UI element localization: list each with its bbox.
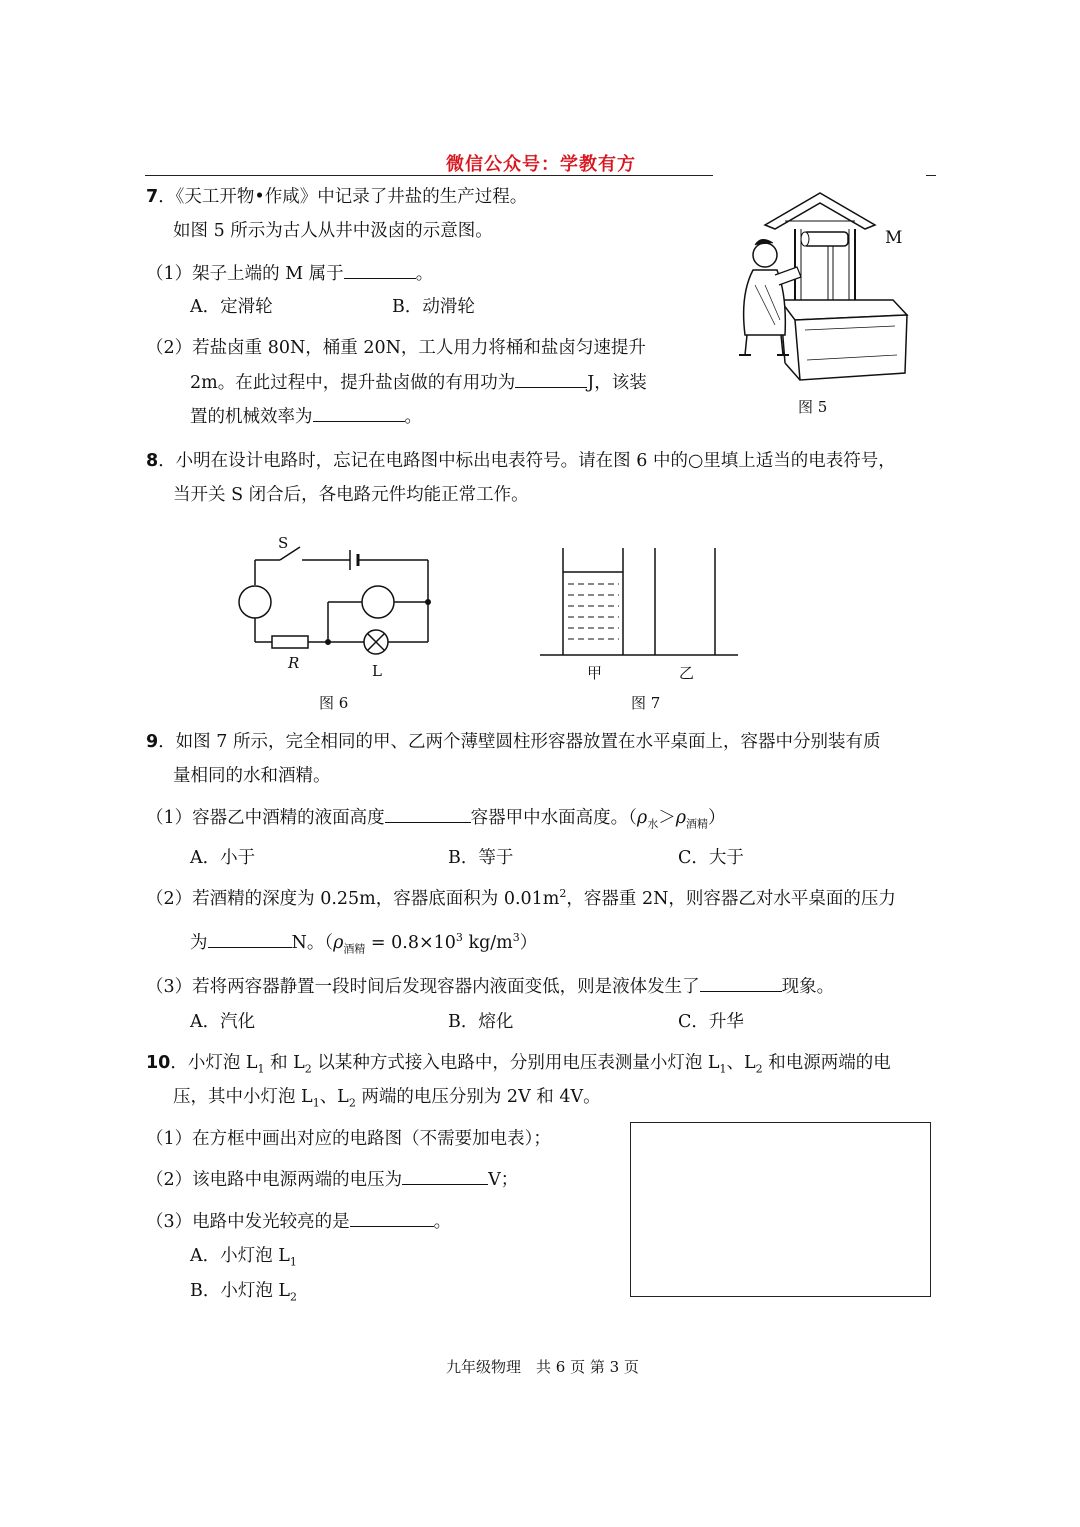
q10-p2-blank[interactable] [402,1169,488,1185]
q10-part3: （3）电路中发光较亮的是 。 [146,1212,452,1232]
figure-6-circuit [230,530,445,685]
q7-p1-blank[interactable] [344,263,416,279]
q9-option-a1: A．小于 [190,848,256,868]
header-title: 微信公众号：学教有方 [446,154,636,175]
q10-option-a: A．小灯泡 $L_1$ [190,1246,297,1269]
q9-option-b1: B．等于 [448,848,514,868]
switch-label: S [278,534,289,552]
well-box-front [795,315,907,380]
q9-line2: 量相同的水和酒精。 [173,766,331,786]
fig7-caption: 图 7 [631,694,661,712]
meter-circle-left [239,586,271,618]
resistor-r [272,636,308,648]
q10-option-b: B．小灯泡 $L_2$ [190,1281,298,1304]
well-roof [765,193,875,229]
pulley-m [803,232,848,246]
q10-drawing-box[interactable] [630,1122,931,1297]
q8-number: 8 [146,451,159,471]
q7-p2-blank2[interactable] [313,406,405,422]
q10-p3-blank[interactable] [350,1211,434,1227]
q9-option-c3: C．升华 [678,1012,744,1032]
q7-number: 7 [146,187,159,207]
header-rule-dash [926,175,936,176]
q7-line2: 如图 5 所示为古人从井中汲卤的示意图。 [173,221,493,241]
water-dashes [568,584,619,639]
q7-part2-line3: 置的机械效率为 。 [190,407,422,427]
q10-number: 10 [146,1053,171,1073]
q10-line2: 压，其中小灯泡 $L_1$、$L_2$ 两端的电压分别为 2V 和 4V。 [173,1087,601,1110]
resistor-label: R [288,654,300,672]
figure-5-well [725,185,915,385]
q9-line1: 9．如图 7 所示，完全相同的甲、乙两个薄壁圆柱形容器放置在水平桌面上，容器中分别装有质 [146,732,881,752]
q8-line1: 8．小明在设计电路时，忘记在电路图中标出电表符号。请在图 6 中的○里填上适当的电表符号， [146,451,896,471]
q9-part2-line2: 为 N。（$\rho_{酒精} = 0.8\times 10^3$ $kg/m^3$） [190,931,538,956]
container-b-label: 乙 [679,664,695,682]
q9-p3-blank[interactable] [700,976,782,992]
q7-part1: （1）架子上端的 M 属于 。 [146,264,434,284]
junction-right [425,599,431,605]
q9-option-b3: B．熔化 [448,1012,514,1032]
q10-part1: （1）在方框中画出对应的电路图（不需要加电表）； [146,1129,551,1149]
q7-part2-line2: 2m。在此过程中，提升盐卤做的有用功为 J，该装 [190,373,647,393]
q8-line2: 当开关 S 闭合后，各电路元件均能正常工作。 [173,485,529,505]
figure-7-containers [535,540,745,685]
fig5-label-m: M [885,228,903,248]
q7-part2-line1: （2）若盐卤重 80N，桶重 20N，工人用力将桶和盐卤匀速提升 [146,338,646,358]
q7-option-a: A．定滑轮 [190,297,273,317]
q9-p1-blank[interactable] [385,807,471,823]
q9-part2-line1: （2）若酒精的深度为 0.25m，容器底面积为 $0.01m^2$，容器重 2N，则容器乙对水平桌面的压力 [146,887,896,909]
fig5-caption: 图 5 [798,398,828,416]
q9-option-a3: A．汽化 [190,1012,256,1032]
header-rule [145,175,713,176]
q10-part2: （2）该电路中电源两端的电压为 V； [146,1170,519,1190]
q7-p2-blank1[interactable] [515,372,587,388]
junction-left [325,639,331,645]
container-a-label: 甲 [587,664,603,682]
lamp-label: L [372,662,382,680]
q10-line1: 10．小灯泡 $L_1$ 和 $L_2$ 以某种方式接入电路中，分别用电压表测量小灯泡 $L_1$、$L_2$ 和电源两端的电 [146,1053,891,1076]
q7-option-b: B．动滑轮 [392,297,475,317]
q9-part1: （1）容器乙中酒精的液面高度 容器甲中水面高度。$(\rho_水>\rho_{酒精})$ [146,808,726,831]
q9-part3: （3）若将两容器静置一段时间后发现容器内液面变低，则是液体发生了 现象。 [146,977,835,997]
q9-p2-blank[interactable] [208,932,292,948]
fig6-caption: 图 6 [319,694,349,712]
worker-head [753,243,777,267]
q9-option-c1: C．大于 [678,848,744,868]
q9-number: 9 [146,732,159,752]
page-footer: 九年级物理 共 6 页 第 3 页 [446,1358,639,1376]
q7-line1: 7．《天工开物•作咸》中记录了井盐的生产过程。 [146,187,528,207]
meter-circle-right [362,586,394,618]
